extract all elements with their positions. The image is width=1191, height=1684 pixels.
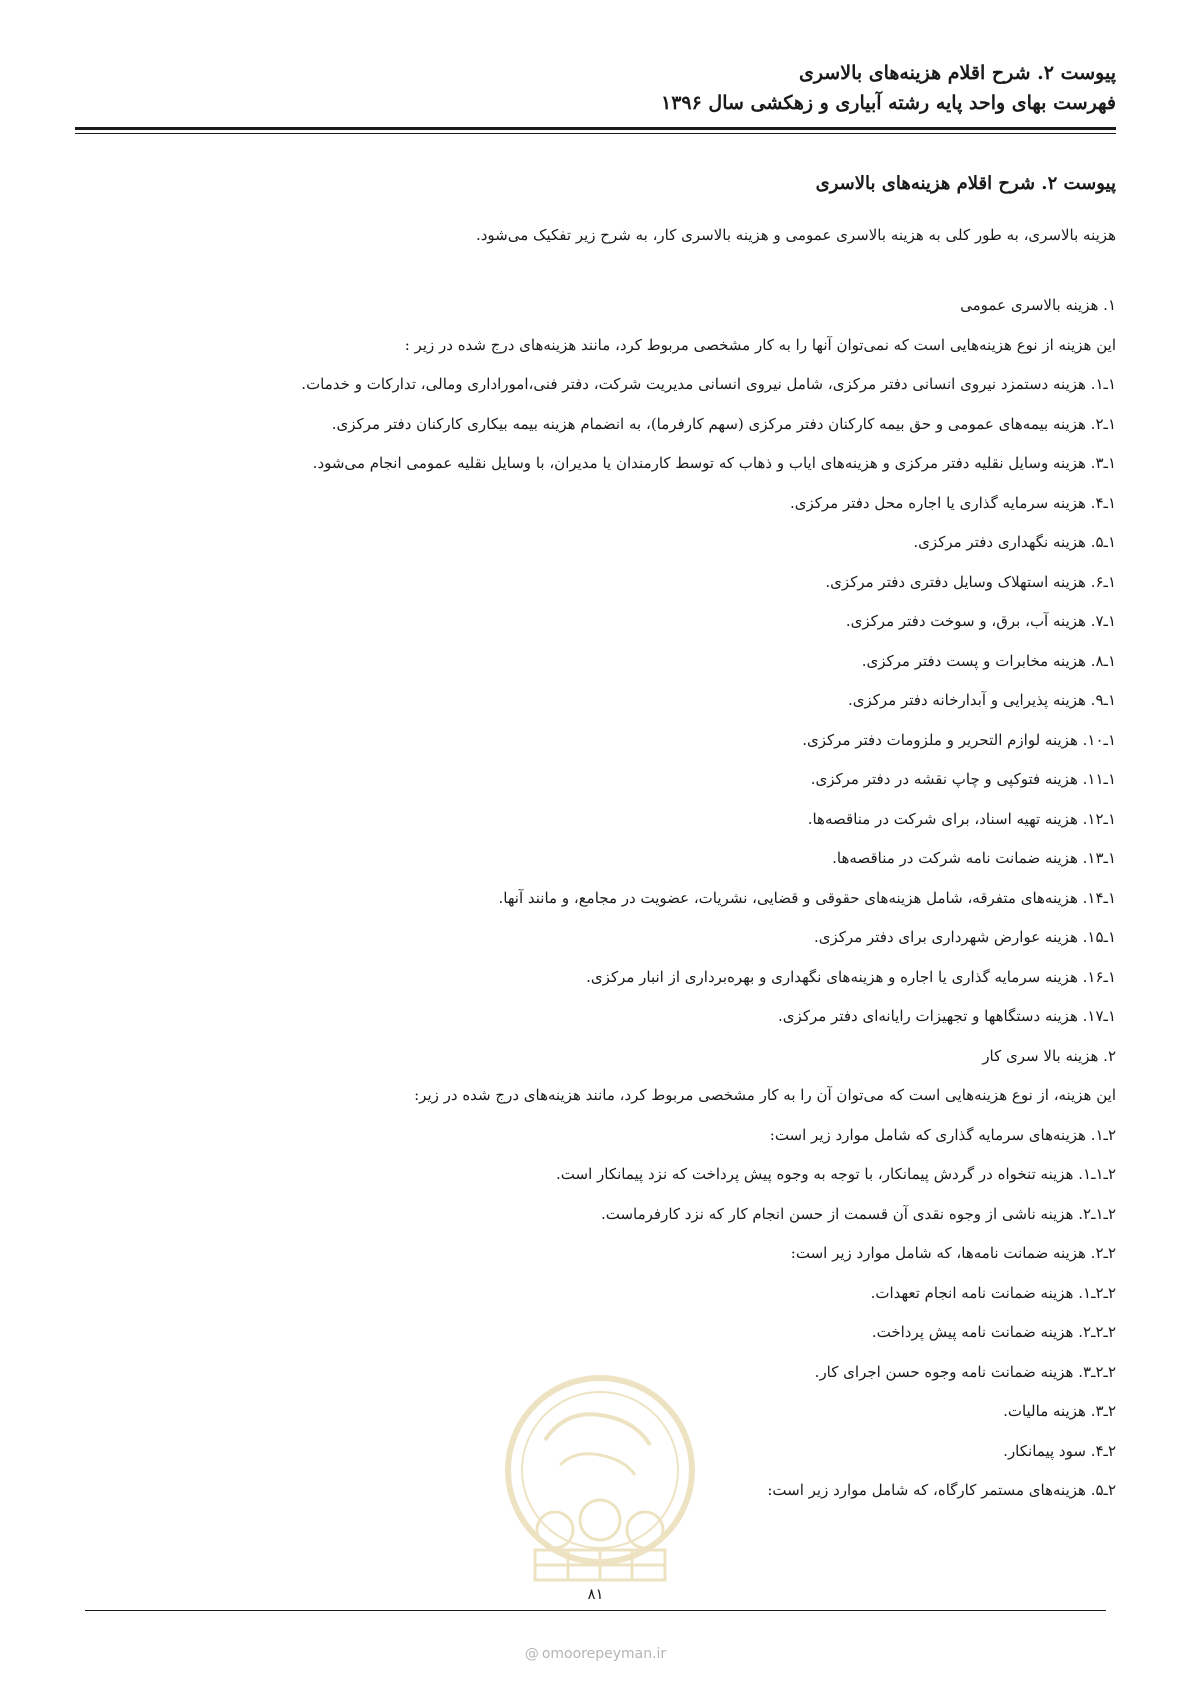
running-header <box>76 58 1116 118</box>
intro-paragraph: هزینه بالاسری، به طور کلی به هزینه بالاسری عمومی و هزینه بالاسری کار، به شرح زیر تفکیک می‌شود. <box>475 226 1116 244</box>
list-item: ۱ـ۱۳. هزینه ضمانت نامه شرکت در مناقصه‌ها. <box>832 849 1116 867</box>
footer-rule <box>85 1610 1106 1611</box>
list-item: ۲ـ۵. هزینه‌های مستمر کارگاه، که شامل موارد زیر است: <box>767 1481 1116 1499</box>
section-title: پیوست ۲. شرح اقلام هزینه‌های بالاسری <box>815 173 1116 194</box>
list-item: ۱. هزینه بالاسری عمومی <box>960 296 1116 314</box>
site-mark-text: omoorepeyman.ir <box>541 1646 667 1662</box>
list-item: ۱ـ۵. هزینه نگهداری دفتر مرکزی. <box>913 533 1116 551</box>
list-item: ۱ـ۹. هزینه پذیرایی و آبدارخانه دفتر مرکزی. <box>847 691 1116 709</box>
list-item: ۱ـ۱۱. هزینه فتوکپی و چاپ نقشه در دفتر مرکزی. <box>810 770 1116 788</box>
list-item: ۱ـ۲. هزینه بیمه‌های عمومی و حق بیمه کارکنان دفتر مرکزی (سهم کارفرما)، به انضمام هزینه بیمه بیکاری کارکنان دفتر مرکزی. <box>331 414 1116 433</box>
list-item: ۱ـ۶. هزینه استهلاک وسایل دفتری دفتر مرکزی. <box>825 572 1116 591</box>
list-item: ۱ـ۱۰. هزینه لوازم التحریر و ملزومات دفتر مرکزی. <box>802 730 1116 749</box>
header-rule-thin <box>75 133 1116 134</box>
list-item: ۲ـ۱ـ۱. هزینه تنخواه در گردش پیمانکار، با توجه به وجوه پیش پرداخت که نزد پیمانکار است. <box>556 1165 1116 1183</box>
list-item: ۲ـ۳. هزینه مالیات. <box>1003 1402 1116 1420</box>
list-item: ۱ـ۱۵. هزینه عوارض شهرداری برای دفتر مرکزی. <box>814 928 1116 946</box>
list-item: ۲ـ۲ـ۲. هزینه ضمانت نامه پیش پرداخت. <box>871 1323 1116 1341</box>
list-item: این هزینه، از نوع هزینه‌هایی است که می‌توان آن را به کار مشخصی مربوط کرد، مانند هزینه‌های درج شده در زیر: <box>414 1086 1116 1104</box>
list-item: ۱ـ۱۷. هزینه دستگاهها و تجهیزات رایانه‌ای دفتر مرکزی. <box>778 1007 1116 1025</box>
list-item: این هزینه از نوع هزینه‌هایی است که نمی‌توان آنها را به کار مشخصی مربوط کرد، مانند هزینه‌های درج شده در زیر : <box>404 335 1116 354</box>
overhead-items-list <box>76 286 1116 1511</box>
list-item: ۲ـ۲ـ۳. هزینه ضمانت نامه وجوه حسن اجرای کار. <box>814 1362 1116 1381</box>
list-item: ۱ـ۷. هزینه آب، برق، و سوخت دفتر مرکزی. <box>845 612 1116 630</box>
list-item: ۲ـ۲. هزینه ضمانت نامه‌ها، که شامل موارد زیر است: <box>790 1244 1116 1262</box>
list-item: ۱ـ۸. هزینه مخابرات و پست دفتر مرکزی. <box>861 651 1116 670</box>
list-item: ۱ـ۱. هزینه دستمزد نیروی انسانی دفتر مرکزی، شامل نیروی انسانی مدیریت شرکت، دفتر فنی،اموراداری ومالی، تدارکات و خدمات. <box>301 375 1116 393</box>
list-item: ۱ـ۱۶. هزینه سرمایه گذاری یا اجاره و هزینه‌های نگهداری و بهره‌برداری از انبار مرکزی. <box>586 967 1116 986</box>
list-item: ۲ـ۲ـ۱. هزینه ضمانت نامه انجام تعهدات. <box>870 1283 1116 1302</box>
list-item: ۱ـ۱۲. هزینه تهیه اسناد، برای شرکت در مناقصه‌ها. <box>807 809 1116 828</box>
list-item: ۱ـ۴. هزینه سرمایه گذاری یا اجاره محل دفتر مرکزی. <box>789 493 1116 512</box>
page-content <box>76 170 1116 1511</box>
list-item: ۲ـ۱ـ۲. هزینه ناشی از وجوه نقدی آن قسمت از حسن انجام کار که نزد کارفرماست. <box>600 1204 1116 1223</box>
footer-site-mark <box>0 1646 1191 1662</box>
list-item: ۱ـ۳. هزینه وسایل نقلیه دفتر مرکزی و هزینه‌های ایاب و ذهاب که توسط کارمندان یا مدیران، با وسایل نقلیه عمومی انجام می‌شود. <box>312 454 1116 472</box>
running-header-line-1: پیوست ۲. شرح اقلام هزینه‌های بالاسری <box>798 62 1116 84</box>
list-item: ۱ـ۱۴. هزینه‌های متفرقه، شامل هزینه‌های حقوقی و قضایی، نشریات، عضویت در مجامع، و مانند آنها. <box>498 888 1116 907</box>
list-item: ۲ـ۴. سود پیمانکار. <box>1003 1441 1116 1460</box>
header-rule-thick <box>75 127 1116 130</box>
list-item: ۲ـ۱. هزینه‌های سرمایه گذاری که شامل موارد زیر است: <box>769 1125 1116 1144</box>
list-item: ۲. هزینه بالا سری کار <box>982 1046 1116 1065</box>
page-number: ۸۱ <box>587 1585 604 1603</box>
running-header-line-2: فهرست بهای واحد پایه رشته آبیاری و زهکشی سال ۱۳۹۶ <box>660 92 1116 114</box>
at-sign-icon: @ <box>524 1646 539 1662</box>
